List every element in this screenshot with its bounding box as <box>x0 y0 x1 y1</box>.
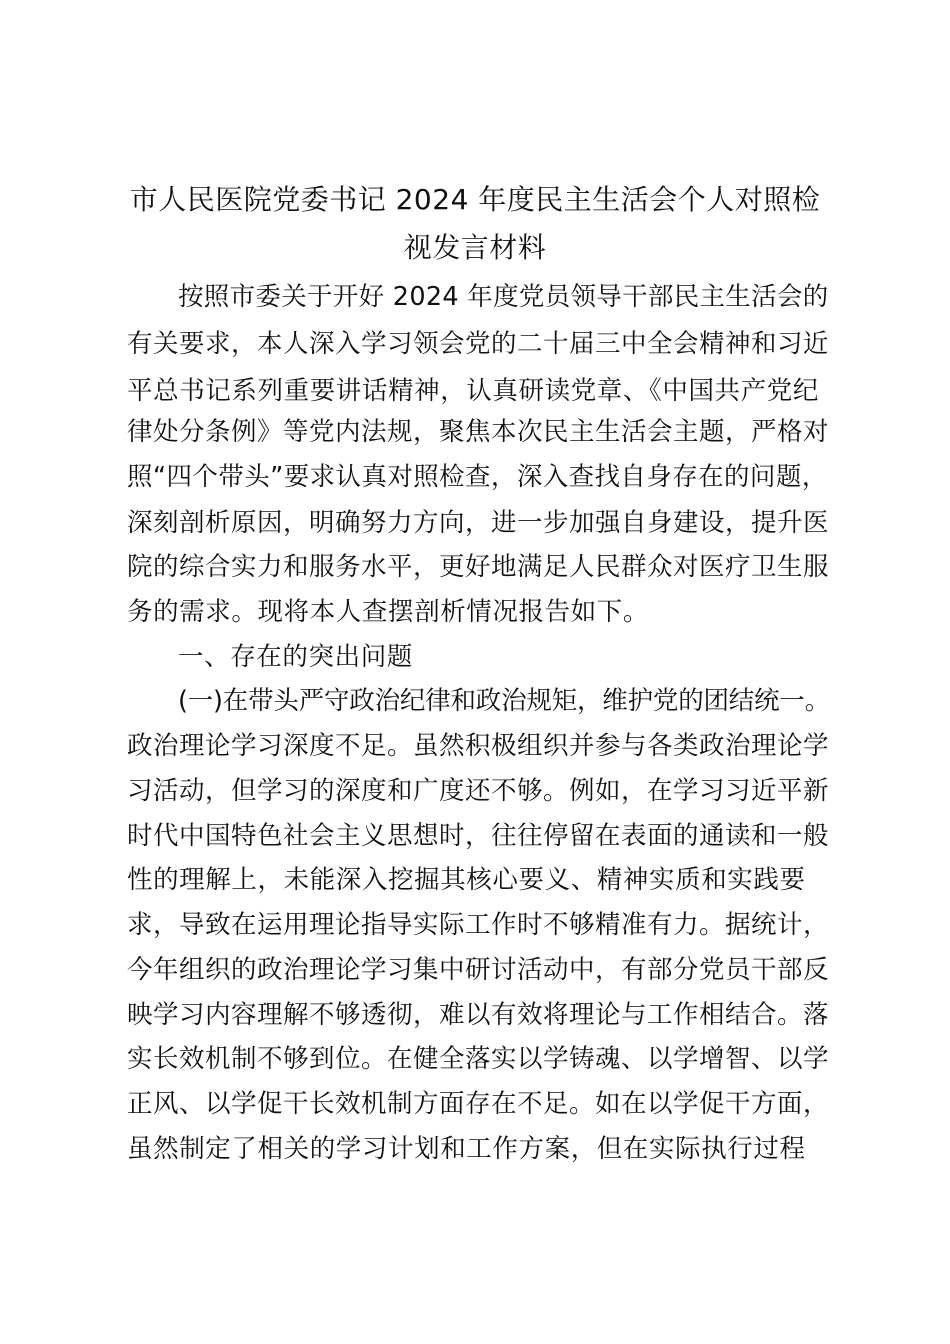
body-line-5: 照“四个带头”要求认真对照检查，深入查找自身存在的问题， <box>127 462 828 492</box>
body-line-1: 按照市委关于开好 2024 年度党员领导干部民主生活会的 <box>178 282 829 312</box>
body-line-8: 务的需求。现将本人查摆剖析情况报告如下。 <box>127 597 650 627</box>
body-line-11: 政治理论学习深度不足。虽然积极组织并参与各类政治理论学 <box>127 731 830 761</box>
body-line-20: 虽然制定了相关的学习计划和工作方案，但在实际执行过程 <box>127 1134 806 1164</box>
body-line-2: 有关要求，本人深入学习领会党的二十届三中全会精神和习近 <box>127 329 830 359</box>
body-line-6: 深刻剖析原因，明确努力方向，进一步加强自身建设，提升医 <box>127 508 830 538</box>
body-line-4: 律处分条例》等党内法规，聚焦本次民主生活会主题，严格对 <box>127 417 830 447</box>
body-line-18: 实长效机制不够到位。在健全落实以学铸魂、以学增智、以学 <box>127 1044 830 1074</box>
document-title-line-1: 市人民医院党委书记 2024 年度民主生活会个人对照检 <box>129 183 821 216</box>
body-line-19: 正风、以学促干长效机制方面存在不足。如在以学促干方面， <box>127 1089 830 1119</box>
body-line-7: 院的综合实力和服务水平，更好地满足人民群众对医疗卫生服 <box>127 552 830 582</box>
body-line-14: 性的理解上，未能深入挖掘其核心要义、精神实质和实践要 <box>127 865 806 895</box>
body-line-3: 平总书记系列重要讲话精神，认真研读党章、《中国共产党纪 <box>127 376 819 406</box>
body-line-13: 时代中国特色社会主义思想时，往往停留在表面的通读和一般 <box>127 821 830 851</box>
body-line-12: 习活动，但学习的深度和广度还不够。例如，在学习习近平新 <box>127 776 830 806</box>
section-heading: 一、存在的突出问题 <box>178 642 413 672</box>
body-line-16: 今年组织的政治理论学习集中研讨活动中，有部分党员干部反 <box>127 955 830 985</box>
body-line-15: 求，导致在运用理论指导实际工作时不够精准有力。据统计， <box>127 910 830 940</box>
document-title-line-2: 视发言材料 <box>403 231 547 264</box>
subsection-heading: (一)在带头严守政治纪律和政治规矩，维护党的团结统一。 <box>178 686 830 716</box>
body-line-17: 映学习内容理解不够透彻，难以有效将理论与工作相结合。落 <box>127 1000 830 1030</box>
